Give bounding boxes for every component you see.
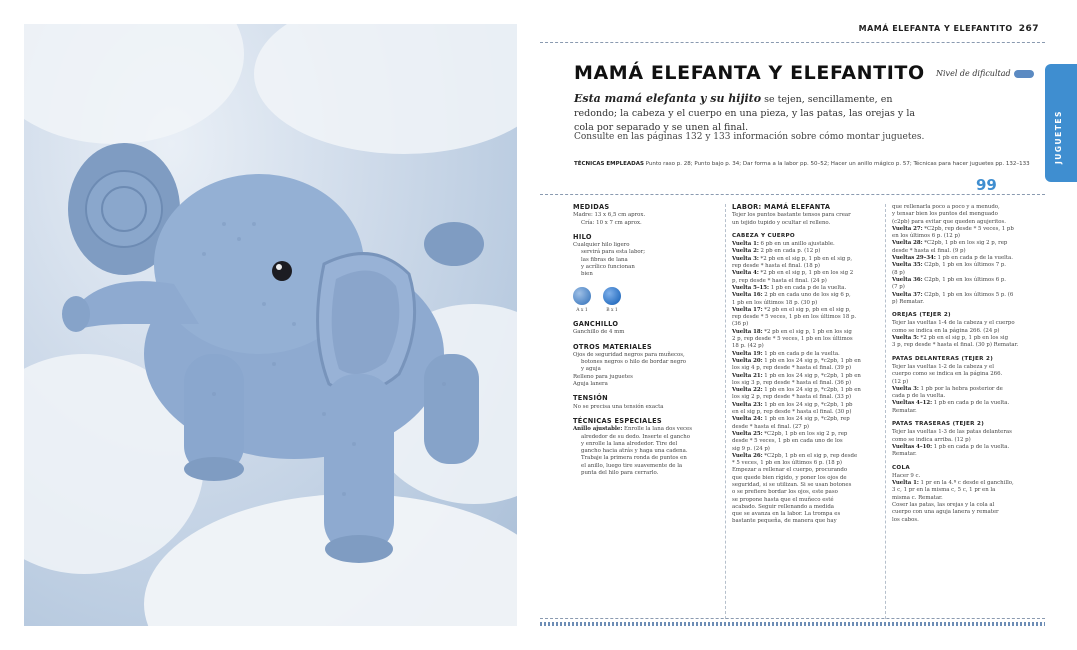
instruction-line — [892, 248, 1027, 255]
intro-lead: Esta mamá elefanta y su hijito — [574, 92, 762, 105]
instruction-line — [732, 321, 870, 328]
instruction-line — [892, 371, 1027, 378]
instruction-line — [892, 393, 1027, 400]
yarn-swatches — [573, 287, 708, 314]
instructions-column-2 — [892, 204, 1027, 524]
round-label: Vuelta 17: — [732, 306, 763, 313]
intro-text: se tejen, sencillamente, en redondo; la cabeza y el cuerpo en una pieza, y las patas, las orejas y la cola por separado y se unen al final. — [574, 94, 916, 133]
intro-paragraph — [574, 92, 934, 135]
pattern-page — [540, 24, 1045, 626]
especiales-heading: TÉCNICAS ESPECIALES — [573, 416, 662, 425]
page-title: MAMÁ ELEFANTA Y ELEFANTITO — [574, 62, 925, 84]
instruction-line — [732, 278, 870, 285]
round-label: Vuelta 24: — [732, 416, 763, 423]
instruction-line — [892, 429, 1027, 436]
instruction-line — [892, 379, 1027, 386]
round-label: Vuelta 5–15: — [732, 284, 770, 291]
round-label: Vuelta 1: — [892, 480, 919, 487]
continued-text — [892, 204, 1027, 226]
section-tab-juguetes[interactable] — [1045, 64, 1077, 182]
round-text: 1 pr en la 4.ª c desde el ganchillo, — [918, 480, 1014, 487]
bottom-edge-pattern — [540, 622, 1045, 626]
crochet-elephant-illustration — [24, 24, 517, 626]
mid-divider — [540, 194, 1045, 195]
labor-line: un tejido tupido y ocultar el relleno. — [732, 219, 831, 226]
round-text: 1 pb en cada p de la vuelta. — [935, 255, 1013, 262]
instruction-line — [892, 292, 1027, 299]
instruction-line — [732, 270, 870, 277]
techniques-used — [574, 160, 1034, 168]
round-text: 1 pb por la hebra posterior de — [918, 385, 1003, 392]
anillo-line: punta del hilo para cerrarlo. — [581, 470, 659, 477]
round-text: los sig 3 p, rep desde * hasta el final. (36 p) — [732, 379, 852, 386]
round-label: Vuelta 3: — [892, 385, 919, 392]
round-label: Vuelta 20: — [732, 357, 763, 364]
quote-mark-icon: 99 — [976, 176, 997, 194]
instruction-line — [732, 446, 870, 453]
instruction-line — [732, 380, 870, 387]
round-text: los cabos. — [892, 516, 919, 523]
round-text: *2 pb en el sig p, 1 pb en el sig p, — [758, 255, 853, 262]
round-text: los sig 4 p, rep desde * hasta el final. (39 p) — [732, 365, 852, 372]
materials-column — [573, 204, 708, 477]
round-text: 18 p. (42 p) — [732, 343, 764, 350]
round-text: desde * hasta el final. (27 p) — [732, 423, 810, 430]
round-text: *2 pb en el sig p, 1 pb en los sig — [762, 328, 852, 335]
anillo-line: el anillo, luego tire suavemente de la — [581, 462, 683, 469]
round-text: en los últimos 6 p. (12 p) — [892, 233, 960, 240]
instruction-line — [732, 285, 870, 292]
instruction-line — [892, 487, 1027, 494]
round-label: Vuelta 1: — [732, 241, 759, 248]
instruction-line — [732, 248, 870, 255]
round-text: rep desde * hasta el final. (18 p) — [732, 263, 820, 270]
round-label: Vuelta 5: — [892, 335, 919, 342]
round-text: 2 pb en cada uno de los sig 6 p, — [762, 292, 851, 299]
orejas-list — [892, 320, 1027, 349]
instruction-line — [892, 328, 1027, 335]
page-number: 267 — [1018, 24, 1039, 34]
round-text: 6 pb en un anillo ajustable. — [758, 241, 835, 248]
ganchillo-heading: GANCHILLO — [573, 319, 619, 328]
round-text: Hacer 9 c. — [892, 472, 921, 479]
round-label: Vuelta 3: — [732, 255, 759, 262]
round-text: * 5 veces, 1 pb en los últimos 6 p. (18 p) — [732, 460, 842, 467]
instruction-line — [732, 373, 870, 380]
round-text: (36 p) — [732, 321, 749, 328]
round-text: Tejer las vueltas 1-3 de las patas delanteras — [892, 429, 1012, 436]
difficulty-badge-icon — [1014, 70, 1034, 78]
difficulty-indicator — [936, 69, 1034, 78]
instruction-line — [732, 394, 870, 401]
anillo-line: Trabaje la primera ronda de puntos en — [581, 455, 687, 462]
medidas-line: Madre: 13 x 6,5 cm aprox. — [573, 212, 646, 219]
text-line: Empezar a rellenar el cuerpo, procurando — [732, 467, 848, 474]
text-line: que se avanza en la labor. La trompa es — [732, 511, 841, 518]
instruction-line — [732, 300, 870, 307]
column-divider — [885, 204, 886, 619]
difficulty-label: Nivel de dificultad — [936, 69, 1011, 78]
round-text: 2 p, rep desde * 5 veces, 1 pb en los últimos — [732, 336, 853, 343]
round-text: sig 9 p. (24 p) — [732, 445, 770, 452]
instruction-line — [732, 402, 870, 409]
text-line: o se prefiere bordar los ojos, este paso — [732, 489, 838, 496]
round-text: 1 pb en los 24 sig p, *c2pb, rep — [762, 416, 850, 423]
running-title: MAMÁ ELEFANTA Y ELEFANTITO — [858, 24, 1013, 33]
round-label: Vueltas 4–10: — [892, 443, 933, 450]
round-label: Vuelta 36: — [892, 276, 923, 283]
tension-text: No se precisa una tensión exacta — [573, 403, 664, 410]
anillo-line: alrededor de su dedo. Inserte el gancho — [581, 433, 691, 440]
round-text: cuerpo con una aguja lanera y remater — [892, 509, 999, 516]
patas-delanteras-heading: PATAS DELANTERAS (TEJER 2) — [892, 355, 994, 362]
tension-heading: TENSIÓN — [573, 394, 608, 403]
labor-heading: LABOR: MAMÁ ELEFANTA — [732, 203, 831, 211]
round-text: *C2pb, 1 pb en los sig 2 p, rep — [922, 240, 1008, 247]
elephant-photo — [24, 24, 517, 626]
instruction-line — [732, 329, 870, 336]
round-text: *C2pb, rep desde * 5 veces, 1 pb — [922, 225, 1014, 232]
instruction-line — [892, 509, 1027, 516]
tail-text — [732, 467, 870, 525]
instruction-line — [732, 409, 870, 416]
instruction-line — [892, 502, 1027, 509]
instruction-line — [732, 263, 870, 270]
round-label: Vuelta 21: — [732, 372, 763, 379]
yarn-a — [573, 287, 591, 314]
round-text: 3 c, 1 pr en la misma c, 5 c, 1 pr en la — [892, 487, 996, 494]
instruction-line — [732, 453, 870, 460]
round-text: (12 p) — [892, 378, 909, 385]
yarn-ball-icon — [573, 287, 591, 305]
instruction-line — [892, 386, 1027, 393]
instructions-column-1 — [732, 204, 870, 526]
round-text: cada p de la vuelta. — [892, 393, 946, 400]
instruction-line — [892, 320, 1027, 327]
techniques-label: TÉCNICAS EMPLEADAS — [574, 161, 644, 167]
otros-line: Relleno para juguetes — [573, 373, 633, 380]
round-text: p) Rematar. — [892, 298, 924, 305]
instruction-line — [892, 451, 1027, 458]
instruction-line — [732, 343, 870, 350]
round-label: Vuelta 19: — [732, 350, 763, 357]
round-text: C2pb, 1 pb en los últimos 5 p. (6 — [922, 291, 1014, 298]
instruction-line — [732, 416, 870, 423]
instruction-line — [732, 438, 870, 445]
round-text: *C2pb, 1 pb en los sig 2 p, rep — [762, 430, 848, 437]
round-text: C2pb, 1 pb en los últimos 6 p. — [922, 276, 1007, 283]
instruction-line — [892, 233, 1027, 240]
round-text: desde * hasta el final. (9 p) — [892, 247, 966, 254]
round-text: misma c. Rematar. — [892, 494, 943, 501]
top-divider — [540, 42, 1045, 43]
otros-line: y aguja — [581, 366, 601, 373]
round-text: 1 pb en cada p de la vuelta. — [762, 350, 840, 357]
round-text: Tejer las vueltas 1-4 de la cabeza y el cuerpo — [892, 320, 1015, 327]
round-text: 1 pb en cada p de la vuelta. — [932, 400, 1010, 407]
anillo-line: y enrolle la lana alrededor. Tire del — [581, 440, 678, 447]
instruction-line — [892, 495, 1027, 502]
otros-heading: OTROS MATERIALES — [573, 342, 652, 351]
cola-heading: COLA — [892, 464, 910, 471]
text-line: que rellenarla poco a poco y a menudo, — [892, 204, 1000, 210]
yarn-a-label: A x 1 — [576, 307, 588, 313]
anillo-label: Anillo ajustable: — [573, 426, 623, 433]
text-line: acabado. Seguir rellenando a medida — [732, 503, 835, 510]
round-text: desde * 5 veces, 1 pb en cada uno de los — [732, 438, 843, 445]
round-label: Vuelta 26: — [732, 452, 763, 459]
round-label: Vuelta 35: — [892, 262, 923, 269]
round-label: Vuelta 23: — [732, 401, 763, 408]
round-text: los sig 2 p, rep desde * hasta el final. (33 p) — [732, 394, 852, 401]
medidas-line: Cría: 10 x 7 cm aprox. — [581, 219, 642, 226]
round-text: *2 pb en el sig p, pb en el sig p, — [762, 306, 851, 313]
medidas-heading: MEDIDAS — [573, 203, 610, 211]
otros-line: Aguja lanera — [573, 381, 608, 388]
round-text: 1 pb en los últimos 18 p. (30 p) — [732, 299, 818, 306]
hilo-line: bien — [581, 271, 593, 278]
round-text: como se indica arriba. (12 p) — [892, 436, 971, 443]
instruction-line — [732, 256, 870, 263]
round-text: *C2pb, 1 pb en el sig p, rep desde — [762, 452, 858, 459]
round-text: Rematar. — [892, 451, 917, 458]
instruction-line — [892, 277, 1027, 284]
round-label: Vuelta 16: — [732, 292, 763, 299]
round-text: (8 p) — [892, 269, 905, 276]
instruction-line — [892, 517, 1027, 524]
round-text: *2 pb en el sig p, 1 pb en los sig — [918, 335, 1009, 342]
round-text: como se indica en la página 266. (24 p) — [892, 327, 1000, 334]
round-list — [732, 241, 870, 467]
round-text: 1 pb en los 24 sig p, *c2pb, 1 pb — [762, 401, 853, 408]
round-label: Vuelta 25: — [732, 430, 763, 437]
ganchillo-text: Ganchillo de 4 mm — [573, 329, 625, 336]
round-text: cuerpo como se indica en la página 266. — [892, 371, 1003, 378]
round-text: 1 pb en cada p de la vuelta. — [769, 284, 847, 291]
round-text: C2pb, 1 pb en los últimos 7 p. — [922, 262, 1007, 269]
instruction-line — [892, 444, 1027, 451]
round-label: Vuelta 2: — [732, 248, 759, 255]
instruction-line — [892, 473, 1027, 480]
round-text: rep desde * 5 veces, 1 pb en los últimos 18 p. — [732, 314, 857, 321]
instruction-line — [732, 292, 870, 299]
patas-traseras-heading: PATAS TRASERAS (TEJER 2) — [892, 421, 985, 428]
instruction-line — [892, 400, 1027, 407]
round-label: Vuelta 28: — [892, 240, 923, 247]
text-line: que quede bien rígido, y poner los ojos de — [732, 474, 847, 481]
labor-line: Tejer los puntos bastante tensos para crear — [732, 212, 851, 219]
instruction-line — [732, 460, 870, 467]
round-label: Vuelta 4: — [732, 270, 759, 277]
instruction-line — [892, 437, 1027, 444]
anillo-line: Enrolle la lana dos veces — [622, 426, 693, 433]
yarn-b — [603, 287, 621, 314]
text-line: se propone hasta que el muñeco esté — [732, 496, 834, 503]
round-text: 1 pb en cada p de la vuelta. — [932, 443, 1010, 450]
round-label: Vuelta 37: — [892, 291, 923, 298]
instruction-line — [892, 284, 1027, 291]
round-list — [892, 226, 1027, 306]
round-text: 2 pb en cada p. (12 p) — [758, 248, 821, 255]
otros-line: botones negros o hilo de bordar negro — [581, 359, 687, 366]
column-divider — [725, 204, 726, 619]
patas-delanteras-list — [892, 364, 1027, 415]
instruction-line — [732, 351, 870, 358]
round-text: 1 pb en los 24 sig p, *c2pb, 1 pb en — [762, 387, 861, 394]
running-header — [859, 24, 1039, 34]
instruction-line — [732, 431, 870, 438]
instruction-line — [732, 424, 870, 431]
yarn-b-label: B x 1 — [606, 307, 618, 313]
hilo-heading: HILO — [573, 232, 592, 241]
instruction-line — [732, 314, 870, 321]
round-label: Vuelta 18: — [732, 328, 763, 335]
hilo-line: y acrílico funcionan — [581, 264, 635, 271]
round-label: Vuelta 27: — [892, 225, 923, 232]
round-text: Coser las patas, las orejas y la cola al — [892, 501, 995, 508]
round-text: 1 pb en los 24 sig p, *c2pb, 1 pb en — [762, 372, 861, 379]
hilo-line: servirá para esta labor; — [581, 249, 646, 256]
hilo-line: las fibras de lana — [581, 256, 628, 263]
instruction-line — [892, 270, 1027, 277]
patas-traseras-list — [892, 429, 1027, 458]
techniques-text: Punto raso p. 28; Punto bajo p. 34; Dar forma a la labor pp. 50–52; Hacer un anillo mágico p. 57; Técnicas para hacer juguetes pp. 132–133 — [643, 161, 1030, 167]
round-text: 1 pb en los 24 sig p, *c2pb, 1 pb en — [762, 357, 861, 364]
round-text: (7 p) — [892, 284, 905, 291]
consult-note: Consulte en las páginas 132 y 133 información sobre cómo montar juguetes. — [574, 132, 925, 142]
cabeza-heading: CABEZA Y CUERPO — [732, 232, 795, 239]
round-text: *2 pb en el sig p, 1 pb en los sig 2 — [758, 270, 854, 277]
otros-line: Ojos de seguridad negros para muñecos, — [573, 351, 685, 358]
round-label: Vueltas 4–12: — [892, 400, 933, 407]
text-line: seguridad, si se utilizan. Si se usan botones — [732, 481, 852, 488]
instruction-line — [892, 480, 1027, 487]
instruction-line — [732, 365, 870, 372]
instruction-line — [892, 408, 1027, 415]
instruction-line — [892, 240, 1027, 247]
anillo-line: gancho hacia atrás y haga una cadena. — [581, 448, 688, 455]
instruction-line — [892, 299, 1027, 306]
round-text: en el sig p, rep desde * hasta el final. (30 p) — [732, 409, 852, 416]
round-text: p, rep desde * hasta el final. (24 p) — [732, 277, 827, 284]
round-label: Vuelta 22: — [732, 387, 763, 394]
orejas-heading: OREJAS (TEJER 2) — [892, 312, 951, 319]
text-line: bastante pequeña, de manera que hay — [732, 518, 837, 525]
text-line: y tensar bien los puntos del menguado — [892, 211, 998, 218]
round-text: Tejer las vueltas 1-2 de la cabeza y el — [892, 363, 994, 370]
instruction-line — [892, 262, 1027, 269]
bottom-divider — [540, 618, 1045, 619]
cola-list — [892, 473, 1027, 524]
round-text: Rematar. — [892, 407, 917, 414]
text-line: (c2pb) para evitar que queden agujeritos. — [892, 218, 1007, 225]
hilo-line: Cualquier hilo ligero — [573, 242, 630, 249]
section-tab-label: JUGUETES — [1054, 110, 1063, 164]
instruction-line — [892, 342, 1027, 349]
round-label: Vueltas 29–34: — [892, 255, 936, 262]
round-text: 3 p, rep desde * hasta el final. (30 p) Rematar. — [892, 342, 1019, 349]
yarn-ball-icon — [603, 287, 621, 305]
